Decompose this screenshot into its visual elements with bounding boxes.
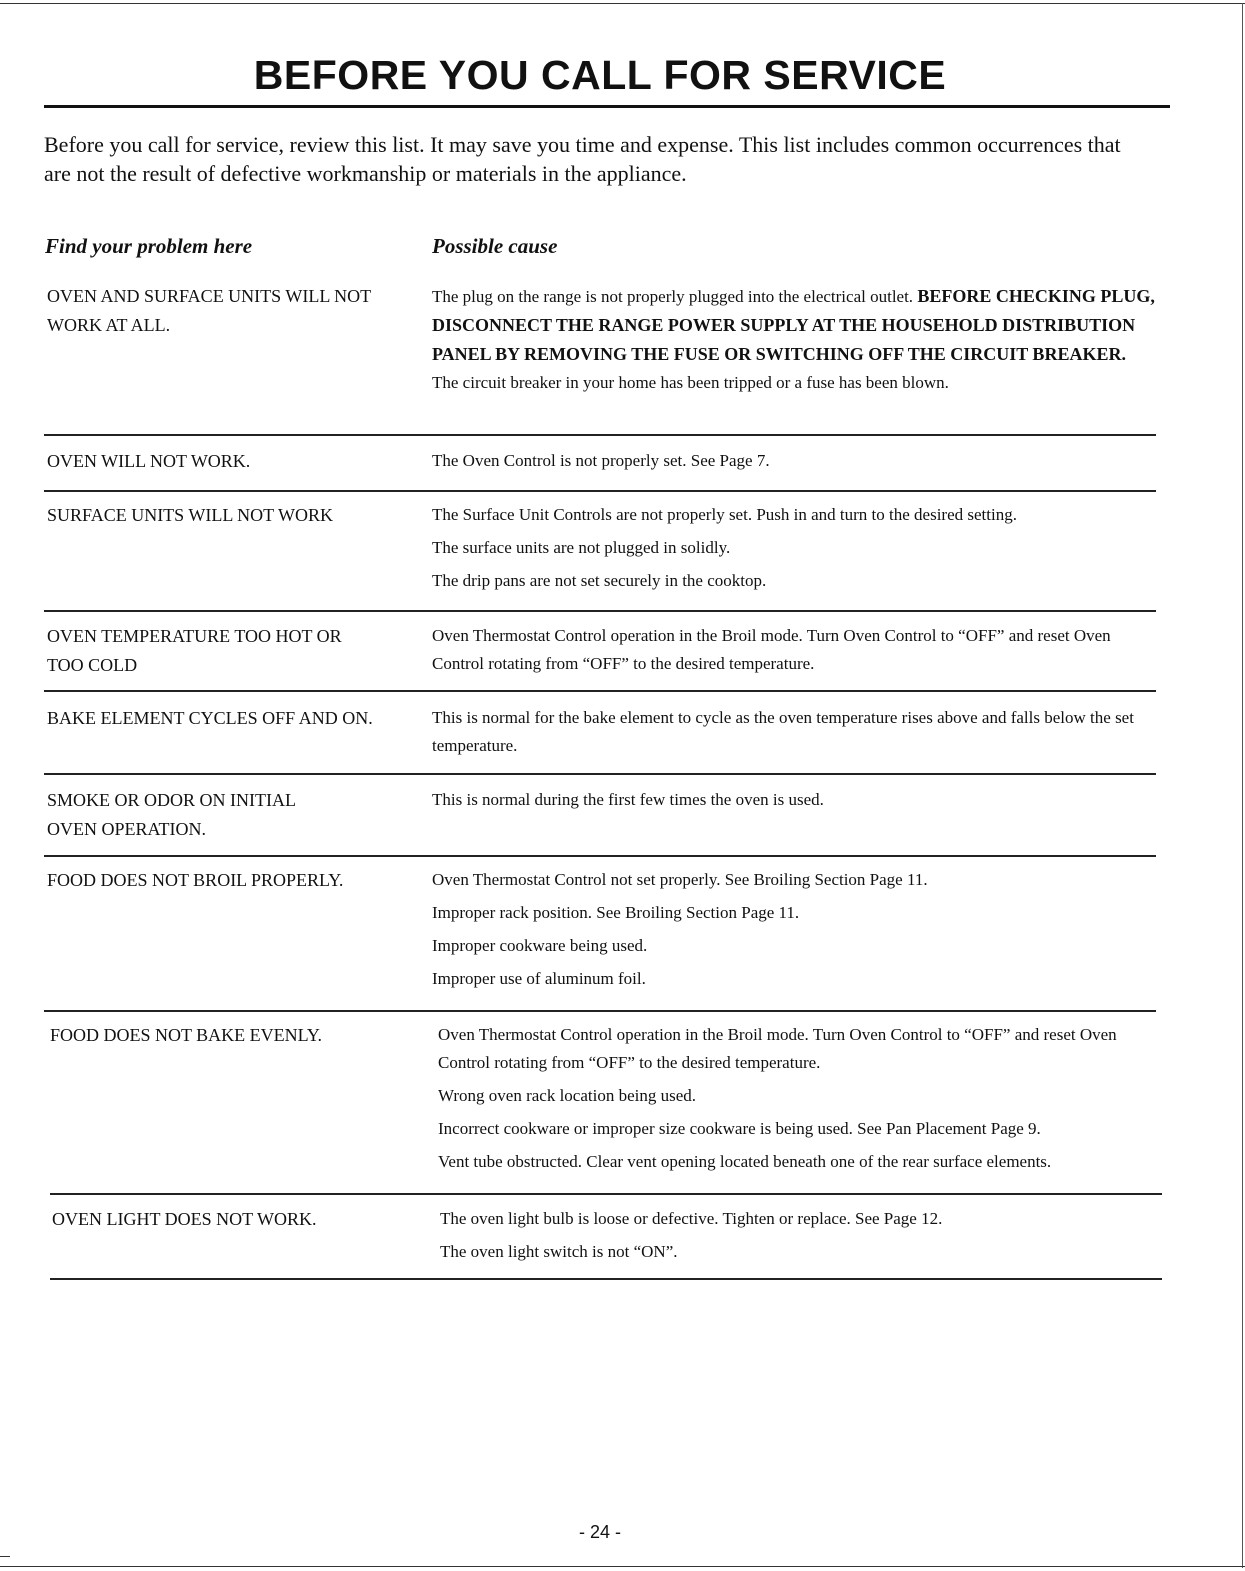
cause-list xyxy=(438,1021,1168,1181)
cause-list xyxy=(432,866,1162,998)
cause-item: The surface units are not plugged in solidly. xyxy=(432,538,731,557)
cause-list xyxy=(432,501,1162,600)
cause-list xyxy=(432,282,1162,402)
cause-item: The oven light bulb is loose or defective. Tighten or replace. See Page 12. xyxy=(440,1209,943,1228)
row-divider xyxy=(50,1193,1162,1195)
scan-border-top xyxy=(0,3,1245,4)
problem-text: BAKE ELEMENT CYCLES OFF AND ON. xyxy=(47,708,373,728)
cause-item: Oven Thermostat Control not set properly. See Broiling Section Page 11. xyxy=(432,870,928,889)
cause-list xyxy=(432,786,1162,819)
cause-item: The drip pans are not set securely in the cooktop. xyxy=(432,571,767,590)
cause-item: Wrong oven rack location being used. xyxy=(438,1086,697,1105)
cause-list xyxy=(432,622,1162,683)
cause-item: This is normal for the bake element to cycle as the oven temperature rises above and falls below the set temperature. xyxy=(432,708,1134,755)
cause-item: Oven Thermostat Control operation in the Broil mode. Turn Oven Control to “OFF” and reset Oven Control rotating from “OFF” to the desired temperature. xyxy=(432,626,1111,673)
intro-paragraph: Before you call for service, review this list. It may save you time and expense. This list includes common occurrences that are not the result of defective workmanship or materials in the appliance. xyxy=(44,132,1121,186)
cause-item: The circuit breaker in your home has been tripped or a fuse has been blown. xyxy=(432,373,949,392)
problem-text: FOOD DOES NOT BAKE EVENLY. xyxy=(50,1025,323,1045)
cause-item: Improper cookware being used. xyxy=(432,936,648,955)
cause-column-header: Possible cause xyxy=(432,234,558,258)
cause-item: Improper rack position. See Broiling Section Page 11. xyxy=(432,903,800,922)
problem-text: OVEN WILL NOT WORK. xyxy=(47,451,251,471)
problem-text: OVEN LIGHT DOES NOT WORK. xyxy=(52,1209,317,1229)
row-divider xyxy=(44,610,1156,612)
row-divider xyxy=(44,434,1156,436)
safety-warning: BEFORE CHECKING PLUG, DISCONNECT THE RANGE POWER SUPPLY AT THE HOUSEHOLD DISTRIBUTION PANEL BY REMOVING THE FUSE OR SWITCHING OFF THE CIRCUIT BREAKER. xyxy=(432,286,1155,364)
problem-text: OVEN TEMPERATURE TOO HOT OR TOO COLD xyxy=(47,626,342,675)
row-divider xyxy=(44,855,1156,857)
problem-text: SMOKE OR ODOR ON INITIAL OVEN OPERATION. xyxy=(47,790,296,839)
row-divider xyxy=(50,1278,1162,1280)
problem-text: OVEN AND SURFACE UNITS WILL NOT WORK AT ALL. xyxy=(47,286,371,335)
cause-item: Vent tube obstructed. Clear vent opening located beneath one of the rear surface elements. xyxy=(438,1152,1052,1171)
cause-item: Improper use of aluminum foil. xyxy=(432,969,646,988)
scan-border-right xyxy=(1242,3,1243,1568)
cause-list xyxy=(440,1205,1170,1271)
row-divider xyxy=(44,1010,1156,1012)
problem-text: FOOD DOES NOT BROIL PROPERLY. xyxy=(47,870,344,890)
cause-item: The Oven Control is not properly set. See Page 7. xyxy=(432,451,770,470)
cause-list xyxy=(432,447,1162,480)
cause-list xyxy=(432,704,1162,765)
cause-text: The plug on the range is not properly plugged into the electrical outlet. xyxy=(432,287,914,306)
cause-item: Oven Thermostat Control operation in the Broil mode. Turn Oven Control to “OFF” and reset Oven Control rotating from “OFF” to the desired temperature. xyxy=(438,1025,1117,1072)
cause-item: The oven light switch is not “ON”. xyxy=(440,1242,678,1261)
row-divider xyxy=(44,490,1156,492)
scan-corner-mark xyxy=(0,1556,10,1557)
cause-item: The Surface Unit Controls are not properly set. Push in and turn to the desired setting. xyxy=(432,505,1017,524)
row-divider xyxy=(44,690,1156,692)
title-divider xyxy=(44,105,1170,108)
row-divider xyxy=(44,773,1156,775)
problem-column-header: Find your problem here xyxy=(45,234,253,258)
scan-border-bottom xyxy=(0,1566,1245,1567)
cause-item: Incorrect cookware or improper size cookware is being used. See Pan Placement Page 9. xyxy=(438,1119,1041,1138)
cause-item: This is normal during the first few times the oven is used. xyxy=(432,790,824,809)
page-number: - 24 - xyxy=(578,1522,621,1542)
page-title: BEFORE YOU CALL FOR SERVICE xyxy=(253,52,947,98)
problem-text: SURFACE UNITS WILL NOT WORK xyxy=(47,505,334,525)
cause-item xyxy=(432,282,1162,369)
